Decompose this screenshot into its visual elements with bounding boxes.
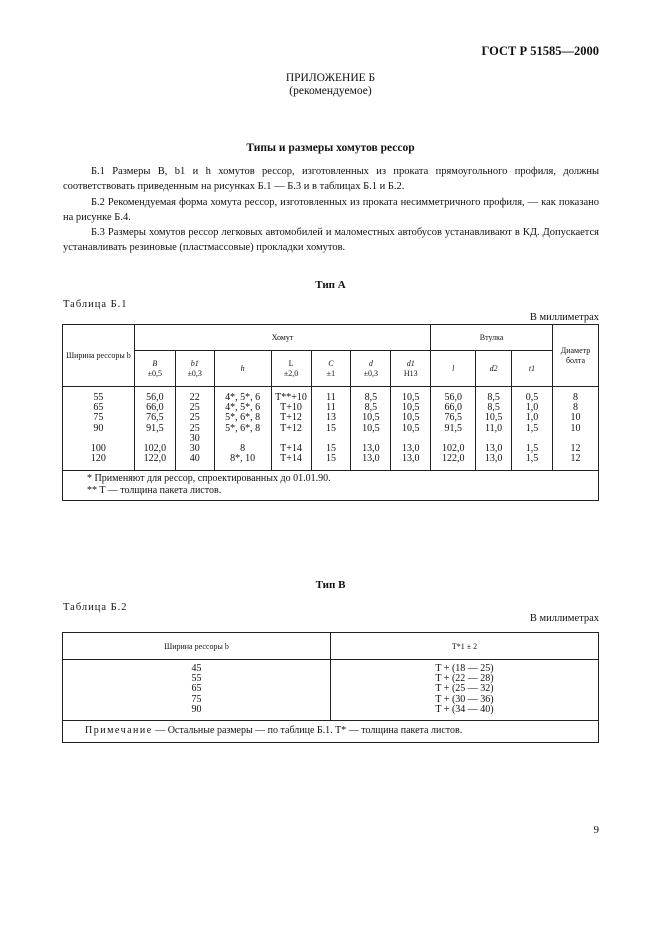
col-L — [271, 387, 311, 471]
table-cell: 10,5 — [402, 392, 420, 403]
col-t1 — [512, 387, 553, 471]
table-cell: 100 — [90, 443, 106, 455]
table-cell: T+12 — [280, 422, 302, 434]
col-bolt — [552, 387, 598, 471]
header-C: C ±1 — [311, 351, 351, 387]
table-cell: 122,0 — [441, 453, 465, 465]
table-cell: 25 — [189, 402, 200, 414]
table-cell: 8,5 — [364, 402, 378, 414]
table-cell: 1,0 — [525, 402, 539, 414]
table-cell: 1,5 — [525, 422, 539, 434]
table-cell: 8 — [572, 392, 578, 403]
table-cell: 5*, 6*, 8 — [225, 422, 261, 434]
header-L: L ±2,0 — [271, 351, 311, 387]
table-row: 75 — [191, 693, 202, 705]
col-width — [63, 387, 135, 471]
header-clamp: Хомут — [134, 325, 430, 351]
table-cell: 8,5 — [364, 392, 378, 403]
table-cell: 12 — [570, 453, 581, 465]
table-b1 — [62, 324, 599, 501]
table-cell: 22 — [189, 392, 200, 403]
col-d1 — [391, 387, 431, 471]
table-b1-units: В миллиметрах — [529, 312, 599, 323]
table-row: T + (18 — 25) — [435, 663, 494, 674]
table-cell: 11,0 — [485, 422, 503, 434]
table-cell: 56,0 — [444, 392, 462, 403]
appendix-heading — [0, 72, 661, 98]
table-cell: 30 — [189, 443, 200, 455]
table-cell: 91,5 — [146, 422, 164, 434]
table-cell: 13,0 — [362, 453, 380, 465]
table-cell: 10,5 — [484, 412, 503, 424]
col-C — [311, 387, 351, 471]
table-cell: 122,0 — [143, 453, 167, 465]
table-b1-data — [63, 387, 599, 471]
page-number: 9 — [593, 824, 599, 836]
table-cell: 13,0 — [484, 453, 503, 465]
table-cell: 4*, 5*, 6 — [225, 392, 261, 403]
table-cell: T+14 — [280, 443, 302, 455]
col-l — [431, 387, 476, 471]
table-cell: 10 — [570, 422, 581, 434]
table-cell: 4*, 5*, 6 — [225, 402, 261, 414]
table-row: T + (22 — 28) — [435, 673, 494, 685]
col-b2-t1 — [331, 660, 599, 721]
header-B: B ±0,5 — [134, 351, 175, 387]
table-cell: 11 — [326, 392, 336, 403]
table-b2 — [62, 632, 599, 743]
table-b2-data — [63, 660, 599, 721]
table-cell: 8*, 10 — [230, 453, 256, 465]
note-text: — Остальные размеры — по таблице Б.1. T* — толщина пакета листов. — [152, 725, 463, 737]
table-cell: 10,5 — [402, 422, 420, 434]
table-cell: 75 — [93, 412, 104, 424]
table-cell: 120 — [90, 453, 106, 465]
table-cell: 13,0 — [484, 443, 503, 455]
table-cell: 66,0 — [146, 402, 164, 414]
type-a-title: Тип А — [315, 279, 346, 291]
table-row: 55 — [191, 673, 202, 685]
table-cell: 10 — [570, 412, 581, 424]
table-cell: 8 — [572, 402, 578, 414]
table-cell: 10,5 — [402, 402, 420, 414]
table-cell: 65 — [93, 402, 104, 414]
paragraph-b1: Б.1 Размеры B, b1 и h хомутов рессор, изготовленных из проката прямоугольного профиля, должны соответствовать приведенным на рисунках Б.1 — Б.3 и в таблицах Б.1 и Б.2. — [63, 166, 599, 192]
table-cell: 1,0 — [525, 412, 539, 424]
header-d: d ±0,3 — [351, 351, 391, 387]
table-cell: 0,5 — [525, 392, 539, 403]
header-d2: d2 — [476, 351, 512, 387]
header-width: Ширина рессоры b — [63, 325, 135, 387]
section-title: Типы и размеры хомутов рессор — [246, 142, 415, 154]
table-cell: 15 — [325, 422, 336, 434]
table-cell: 40 — [189, 453, 200, 465]
table-cell: 13 — [325, 412, 336, 424]
table-cell: 30 — [189, 432, 200, 444]
table-cell: 8,5 — [487, 402, 500, 414]
table-row: 65 — [191, 683, 202, 695]
table-row: 90 — [191, 703, 202, 715]
col-b2-width — [63, 660, 331, 721]
footnote-1: * Применяют для рессор, спроектированных до 01.01.90. — [87, 473, 331, 485]
table-cell: 15 — [325, 453, 336, 465]
table-cell: 91,5 — [444, 422, 462, 434]
table-cell: 11 — [326, 402, 336, 414]
col-d — [351, 387, 391, 471]
table-cell: 56,0 — [146, 392, 164, 403]
header-h: h — [214, 351, 271, 387]
table-cell: 10,5 — [402, 412, 420, 424]
table-cell: 76,5 — [444, 412, 462, 424]
table-row: T + (25 — 32) — [435, 683, 494, 695]
table-cell: 12 — [570, 443, 581, 455]
table-cell: 90 — [93, 422, 104, 434]
table-cell: T+10 — [280, 402, 302, 414]
table-cell: 10,5 — [362, 412, 380, 424]
table-cell: 15 — [325, 443, 336, 455]
header-b1: b1 ±0,3 — [175, 351, 214, 387]
table-cell: 8,5 — [487, 392, 500, 403]
table-cell: T+12 — [280, 412, 302, 424]
note-label: Примечание — [85, 725, 153, 737]
table-cell: 76,5 — [146, 412, 164, 424]
header-t1: t1 — [512, 351, 553, 387]
table-cell: 13,0 — [362, 443, 380, 455]
table-cell: 10,5 — [362, 422, 380, 434]
table-b2-note — [63, 721, 599, 743]
paragraph-b3: Б.3 Размеры хомутов рессор легковых автомобилей и маломестных автобусов устанавливают в КД. Допускается устанавливать резиновые (пластмассовые) прокладки хомутов. — [63, 227, 599, 253]
header-b2-t1: T*1 ± 2 — [331, 633, 599, 660]
footnote-2: ** T — толщина пакета листов. — [87, 485, 222, 497]
table-b1-notes — [63, 471, 599, 501]
table-cell: 13,0 — [402, 453, 420, 465]
table-row: T + (34 — 40) — [435, 703, 494, 715]
standard-number: ГОСТ Р 51585—2000 — [481, 44, 599, 58]
table-cell: 5*, 6*, 8 — [225, 412, 261, 424]
col-d2 — [476, 387, 512, 471]
table-cell: 8 — [240, 443, 246, 455]
header-b2-width: Ширина рессоры b — [63, 633, 331, 660]
table-cell: 1,5 — [525, 453, 539, 465]
table-cell: T+14 — [280, 453, 302, 465]
appendix-title: ПРИЛОЖЕНИЕ Б — [285, 72, 376, 84]
col-b1 — [175, 387, 214, 471]
paragraph-b2: Б.2 Рекомендуемая форма хомута рессор, изготовленных из проката несимметричного профиля, — как показано на рисунке Б.4. — [63, 197, 599, 223]
type-b-title: Тип В — [315, 579, 346, 591]
table-cell: 1,5 — [525, 443, 539, 455]
table-cell: 55 — [93, 392, 104, 403]
col-B — [134, 387, 175, 471]
table-cell: 102,0 — [441, 443, 465, 455]
table-row: 45 — [191, 663, 202, 674]
table-cell: 13,0 — [402, 443, 420, 455]
table-cell: 66,0 — [444, 402, 462, 414]
table-cell: 25 — [189, 412, 200, 424]
table-b2-units: В миллиметрах — [529, 613, 599, 624]
table-cell: 25 — [189, 422, 200, 434]
table-row: T + (30 — 36) — [435, 693, 494, 705]
table-b1-caption: Таблица Б.1 — [63, 299, 128, 310]
header-bolt: Диаметр болта — [552, 325, 598, 387]
table-cell: T**+10 — [275, 392, 307, 403]
col-h — [214, 387, 271, 471]
table-cell: 102,0 — [143, 443, 167, 455]
table-b2-caption: Таблица Б.2 — [63, 602, 128, 613]
header-l: l — [431, 351, 476, 387]
header-bushing: Втулка — [431, 325, 553, 351]
appendix-subtitle: (рекомендуемое) — [289, 85, 372, 97]
header-d1: d1 H13 — [391, 351, 431, 387]
